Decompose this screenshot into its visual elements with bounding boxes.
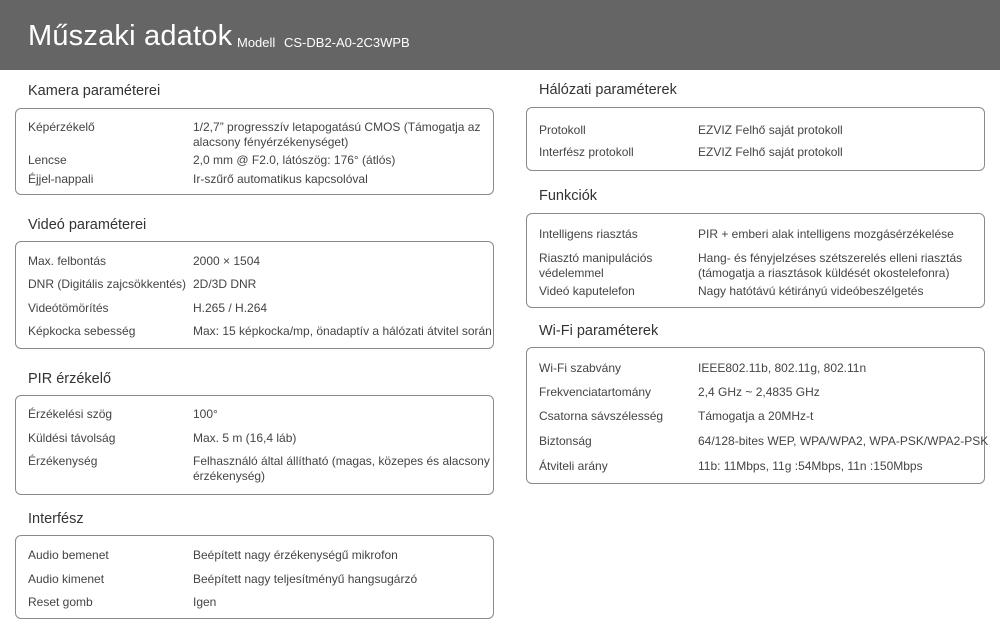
spec-label: Képkocka sebesség <box>28 324 136 338</box>
spec-label: Videó kaputelefon <box>539 284 635 298</box>
spec-value: Max: 15 képkocka/mp, önadaptív a hálózati átvitel során <box>193 324 492 338</box>
spec-label: Interfész protokoll <box>539 145 634 159</box>
spec-value: H.265 / H.264 <box>193 301 268 315</box>
network-specs-box <box>526 107 985 171</box>
spec-value: Támogatja a 20MHz-t <box>698 409 814 423</box>
spec-value: Max. 5 m (16,4 láb) <box>193 431 297 445</box>
spec-label: Érzékelési szög <box>28 407 113 421</box>
interface-section-title: Interfész <box>28 511 84 527</box>
pir-section-title: PIR érzékelő <box>28 371 112 387</box>
model-label: Modell <box>237 35 276 50</box>
spec-value: 2,4 GHz ~ 2,4835 GHz <box>698 385 820 399</box>
spec-label: DNR (Digitális zajcsökkentés) <box>28 277 187 291</box>
spec-label: Biztonság <box>539 434 592 448</box>
spec-value: 1/2,7” progresszív letapogatású CMOS (Támogatja az alacsony fényérzékenységet) <box>193 120 481 149</box>
spec-label: Riasztó manipulációs védelemmel <box>539 251 653 280</box>
spec-value: 2000 × 1504 <box>193 254 261 268</box>
page-title: Műszaki adatok <box>28 20 233 52</box>
camera-section-title: Kamera paraméterei <box>28 83 161 99</box>
functions-section-title: Funkciók <box>539 188 598 204</box>
spec-label: Audio bemenet <box>28 548 109 562</box>
interface-specs-box <box>15 535 494 619</box>
spec-label: Videótömörítés <box>28 301 109 315</box>
spec-label: Intelligens riasztás <box>539 227 638 241</box>
spec-label: Wi-Fi szabvány <box>539 361 622 375</box>
pir-specs-box <box>15 395 494 495</box>
spec-value: EZVIZ Felhő saját protokoll <box>698 123 843 137</box>
functions-specs-box <box>526 213 985 308</box>
spec-value: Nagy hatótávú kétirányú videóbeszélgetés <box>698 284 924 298</box>
spec-value: PIR + emberi alak intelligens mozgásérzékelése <box>698 227 954 241</box>
spec-label: Frekvenciatartomány <box>539 385 652 399</box>
camera-specs-box <box>15 108 494 195</box>
network-section-title: Hálózati paraméterek <box>539 82 677 98</box>
spec-value: Beépített nagy teljesítményű hangsugárzó <box>193 572 418 586</box>
video-section-title: Videó paraméterei <box>28 217 147 233</box>
spec-label: Max. felbontás <box>28 254 107 268</box>
spec-value: IEEE802.11b, 802.11g, 802.11n <box>698 361 867 375</box>
wifi-section-title: Wi-Fi paraméterek <box>539 323 659 339</box>
spec-value: 100° <box>193 407 218 421</box>
page-header <box>0 0 1000 70</box>
spec-value: Beépített nagy érzékenységű mikrofon <box>193 548 398 562</box>
spec-label: Küldési távolság <box>28 431 116 445</box>
spec-value: 2,0 mm @ F2.0, látószög: 176° (átlós) <box>193 153 396 167</box>
spec-label: Éjjel-nappali <box>28 172 94 186</box>
spec-label: Reset gomb <box>28 595 93 609</box>
video-specs-box <box>15 241 494 349</box>
spec-value: Ir-szűrő automatikus kapcsolóval <box>193 172 368 186</box>
wifi-specs-box <box>526 347 989 484</box>
spec-value: 2D/3D DNR <box>193 277 257 291</box>
spec-label: Képérzékelő <box>28 120 95 134</box>
spec-label: Érzékenység <box>28 454 98 468</box>
spec-value: 11b: 11Mbps, 11g :54Mbps, 11n :150Mbps <box>698 459 923 473</box>
spec-value: Felhasználó által állítható (magas, közepes és alacsony érzékenység) <box>193 454 490 483</box>
spec-value: 64/128-bites WEP, WPA/WPA2, WPA-PSK/WPA2-PSK <box>698 434 989 448</box>
model-value: CS-DB2-A0-2C3WPB <box>284 35 410 50</box>
spec-label: Protokoll <box>539 123 586 137</box>
spec-label: Átviteli arány <box>539 459 608 473</box>
spec-label: Lencse <box>28 153 67 167</box>
spec-value: Igen <box>193 595 217 609</box>
spec-label: Csatorna sávszélesség <box>539 409 664 423</box>
spec-label: Audio kimenet <box>28 572 105 586</box>
spec-value: EZVIZ Felhő saját protokoll <box>698 145 843 159</box>
spec-value: Hang- és fényjelzéses szétszerelés elleni riasztás (támogatja a riasztások küldését okostelefonra) <box>698 251 963 280</box>
